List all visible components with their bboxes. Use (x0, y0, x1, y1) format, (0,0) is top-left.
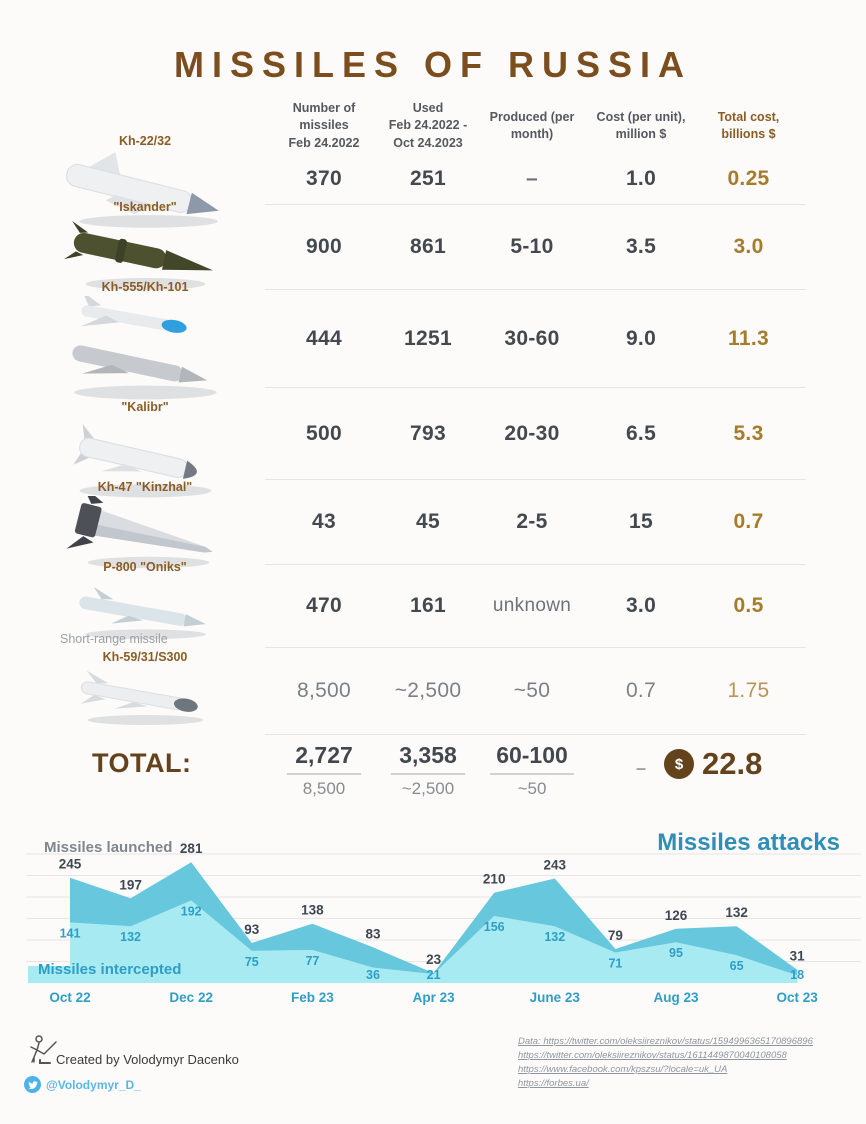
missiles-attacks-chart-svg (0, 818, 866, 1018)
table-cell: 45 (383, 480, 473, 565)
table-header (265, 98, 806, 154)
table-cell: 20-30 (473, 388, 591, 480)
table-cell: 900 (265, 205, 383, 290)
dollar-coin-icon: $ (664, 749, 694, 779)
svg-text:65: 65 (729, 959, 744, 974)
table-cell: 0.7 (591, 648, 691, 735)
table-cell: 8,500 (265, 648, 383, 735)
total-cost-dash: – (635, 758, 646, 778)
created-by: Created by Volodymyr Dacenko (56, 1052, 239, 1067)
table-cell: 5-10 (473, 205, 591, 290)
svg-text:281: 281 (179, 841, 203, 857)
table-cell: 1.0 (591, 154, 691, 205)
svg-text:79: 79 (607, 928, 623, 943)
table-cell: 3.0 (691, 205, 806, 290)
missiles-attacks-chart (0, 818, 866, 1018)
svg-text:23: 23 (426, 952, 442, 968)
table-cell: 3.0 (591, 565, 691, 648)
table-cell: 5.3 (691, 388, 806, 480)
source-link[interactable]: https://forbes.ua/ (518, 1078, 589, 1089)
total-number-of-missiles: 2,727 8,500 (269, 742, 379, 799)
missile-image-kh-555-kh-101 (48, 296, 243, 404)
table-cell: 470 (265, 565, 383, 648)
twitter-link[interactable] (24, 1076, 141, 1093)
source-link[interactable]: https://www.facebook.com/kpszsu/?locale=uk_UA (518, 1064, 728, 1075)
svg-text:245: 245 (58, 856, 82, 872)
svg-text:77: 77 (305, 953, 320, 968)
missile-label: Kh-47 "Kinzhal" (97, 480, 193, 494)
missile-label: Kh-22/32 (118, 134, 172, 148)
svg-text:132: 132 (120, 930, 142, 945)
svg-text:Missiles launched: Missiles launched (44, 839, 173, 856)
svg-text:June 23: June 23 (529, 990, 580, 1005)
table-cell: 11.3 (691, 290, 806, 388)
missile-row-kh-59-31-s300 (40, 650, 250, 733)
table-cell: 1.75 (691, 648, 806, 735)
total-produced: 60-100 ~50 (477, 742, 587, 799)
svg-text:71: 71 (608, 956, 623, 971)
svg-text:83: 83 (365, 926, 381, 942)
table-cell: 30-60 (473, 290, 591, 388)
grand-total-value: 22.8 (702, 746, 763, 781)
table-cell: 6.5 (591, 388, 691, 480)
svg-text:Apr 23: Apr 23 (412, 990, 455, 1005)
svg-text:138: 138 (301, 902, 324, 918)
table-cell: 0.5 (691, 565, 806, 648)
svg-text:132: 132 (544, 930, 566, 945)
short-range-caption: Short-range missile (60, 632, 168, 646)
missile-label: "Kalibr" (121, 400, 169, 414)
grand-total (664, 746, 762, 782)
data-sources (518, 1036, 863, 1092)
svg-text:192: 192 (180, 904, 202, 919)
svg-text:95: 95 (669, 946, 683, 961)
table-cell: 3.5 (591, 205, 691, 290)
col-header-produced: Produced (per month) (489, 109, 575, 141)
table-cell: unknown (473, 565, 591, 648)
svg-text:Oct 22: Oct 22 (49, 990, 91, 1005)
missile-row-kh-555-kh-101 (40, 280, 250, 409)
missiles-table (265, 154, 806, 735)
svg-text:126: 126 (664, 907, 688, 923)
source-link[interactable]: Data: https://twitter.com/oleksiireznikov/status/1594996365170896896 (518, 1036, 813, 1047)
missile-label: Kh-555/Kh-101 (101, 280, 189, 294)
table-cell: ~2,500 (383, 648, 473, 735)
table-cell: 251 (383, 154, 473, 205)
svg-text:210: 210 (482, 871, 506, 887)
svg-text:197: 197 (119, 877, 142, 893)
missile-label: Kh-59/31/S300 (102, 650, 188, 664)
table-cell: ~50 (473, 648, 591, 735)
table-cell: 15 (591, 480, 691, 565)
table-cell: 43 (265, 480, 383, 565)
table-cell: – (473, 154, 591, 205)
svg-text:Aug 23: Aug 23 (653, 990, 699, 1005)
table-cell: 500 (265, 388, 383, 480)
svg-text:156: 156 (483, 919, 505, 934)
table-cell: 9.0 (591, 290, 691, 388)
table-cell: 1251 (383, 290, 473, 388)
col-header-total-cost: Total cost, billions $ (717, 109, 780, 141)
svg-text:Missiles attacks: Missiles attacks (657, 829, 840, 856)
svg-text:Oct 23: Oct 23 (776, 990, 818, 1005)
source-link[interactable]: https://twitter.com/oleksiireznikov/status/1611449870040108058 (518, 1050, 787, 1061)
svg-text:Feb 23: Feb 23 (291, 990, 334, 1005)
page-title: MISSILES OF RUSSIA (173, 44, 693, 85)
table-cell: 444 (265, 290, 383, 388)
col-header-number-of-missiles: Number of missiles Feb 24.2022 (288, 100, 360, 150)
svg-text:75: 75 (244, 954, 259, 969)
table-cell: 861 (383, 205, 473, 290)
svg-text:31: 31 (789, 948, 805, 964)
svg-text:36: 36 (366, 968, 380, 982)
twitter-handle[interactable]: @Volodymyr_D_ (46, 1077, 141, 1092)
svg-text:243: 243 (543, 857, 567, 873)
table-cell: 2-5 (473, 480, 591, 565)
table-cell: 0.25 (691, 154, 806, 205)
missile-image-kh-59-31-s300 (48, 666, 243, 728)
col-header-used: Used Feb 24.2022 - Oct 24.2023 (388, 100, 468, 150)
table-cell: 370 (265, 154, 383, 205)
svg-text:132: 132 (725, 905, 748, 921)
svg-text:Missiles intercepted: Missiles intercepted (38, 961, 182, 978)
total-used: 3,358 ~2,500 (373, 742, 483, 799)
svg-text:93: 93 (244, 922, 260, 937)
svg-text:18: 18 (790, 968, 805, 982)
missile-label: "Iskander" (113, 200, 177, 214)
creator-logo (26, 1034, 60, 1066)
svg-text:Dec 22: Dec 22 (169, 990, 213, 1005)
svg-text:141: 141 (59, 926, 81, 941)
total-label: TOTAL: (92, 748, 192, 778)
col-header-cost: Cost (per unit), million $ (596, 109, 686, 141)
missile-label: P-800 "Oniks" (103, 560, 187, 574)
twitter-icon (24, 1076, 41, 1093)
svg-text:21: 21 (426, 968, 441, 982)
table-cell: 793 (383, 388, 473, 480)
table-cell: 0.7 (691, 480, 806, 565)
table-cell: 161 (383, 565, 473, 648)
